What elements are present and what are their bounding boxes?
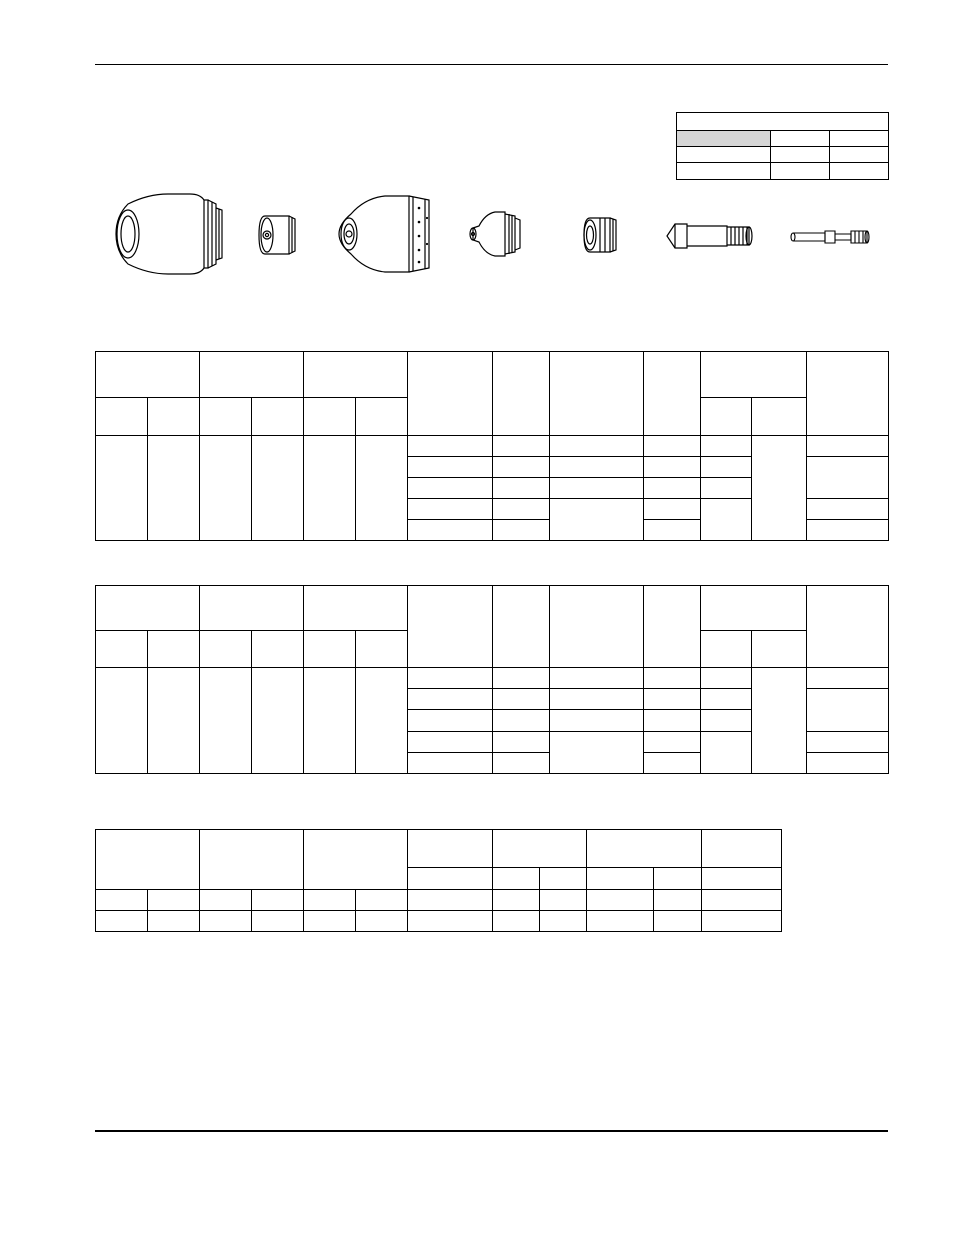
consumable-parts-illustration <box>95 190 888 280</box>
footer-rule <box>95 1130 888 1132</box>
legend-table <box>676 112 889 180</box>
retaining-cap-part <box>335 192 440 276</box>
cut-chart-table-3 <box>95 829 782 932</box>
header-rule <box>95 64 888 65</box>
swirl-ring-part <box>580 214 624 256</box>
legend-title-cell <box>677 113 889 131</box>
water-tube-part <box>785 226 875 248</box>
electrode-part <box>663 218 758 254</box>
shield-part <box>108 190 230 278</box>
legend-shaded-cell <box>677 131 771 147</box>
nozzle-part <box>465 208 525 260</box>
cut-chart-table-2 <box>95 585 889 774</box>
shield-retainer-part <box>255 212 305 258</box>
cut-chart-table-1 <box>95 351 889 541</box>
